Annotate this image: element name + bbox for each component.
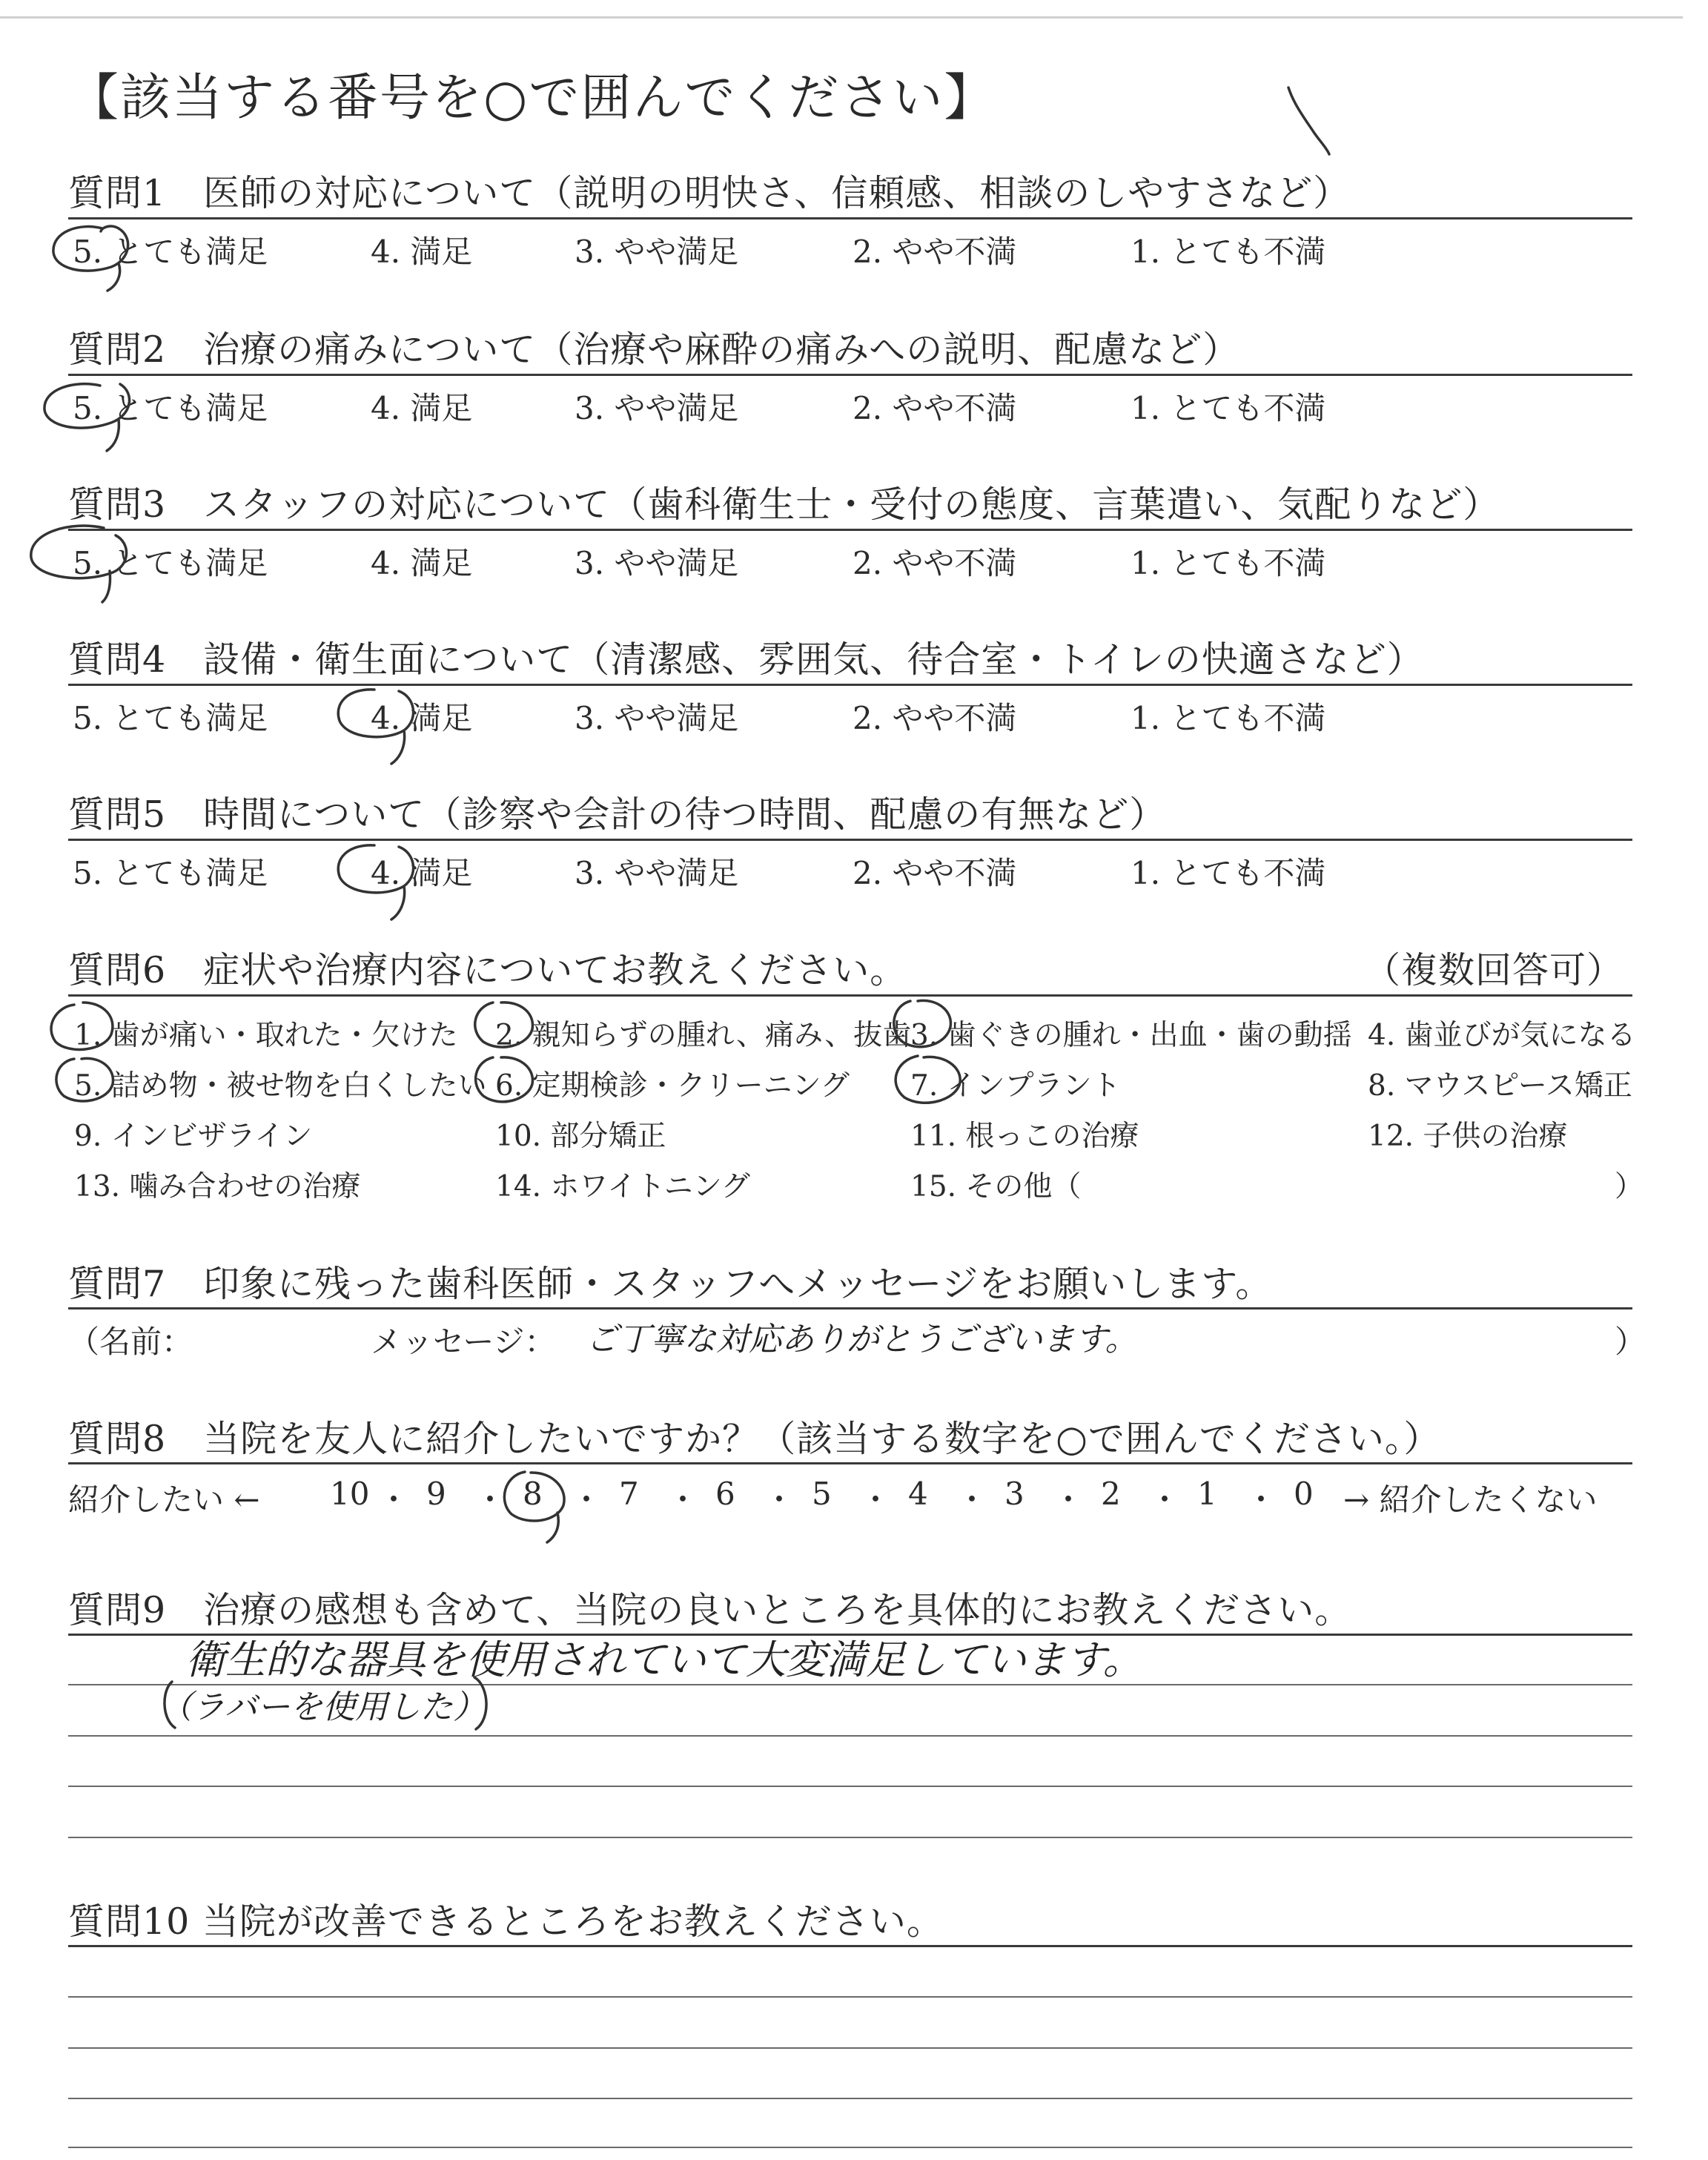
- q2-option-4[interactable]: 4. 満足: [371, 390, 473, 426]
- q8-scale-0[interactable]: 0: [1294, 1476, 1314, 1512]
- question-10-rule-3: [68, 2047, 1632, 2049]
- q1-option-2[interactable]: 2. やや不満: [853, 234, 1017, 270]
- q6-other-close: ）: [1615, 1170, 1644, 1203]
- top-edge-line: [0, 16, 1683, 19]
- page-title: 【該当する番号を○で囲んでください】: [68, 69, 996, 128]
- q3-option-5[interactable]: 5. とても満足: [73, 545, 268, 581]
- question-4-heading: 質問4 設備・衛生面について（清潔感、雰囲気、待合室・トイレの快適さなど）: [68, 638, 1424, 681]
- q5-option-3[interactable]: 3. やや満足: [575, 855, 739, 891]
- q1-option-4[interactable]: 4. 満足: [371, 234, 473, 270]
- question-3-rule: [68, 529, 1632, 531]
- q8-scale-8[interactable]: 8: [523, 1476, 543, 1512]
- question-8-heading: 質問8 当院を友人に紹介したいですか？（該当する数字を○で囲んでください。）: [68, 1418, 1441, 1460]
- q2-option-5[interactable]: 5. とても満足: [73, 390, 268, 426]
- question-7-rule: [68, 1307, 1632, 1309]
- q8-scale-separator: ・: [474, 1482, 506, 1518]
- q3-option-2[interactable]: 2. やや不満: [853, 545, 1017, 581]
- q7-name-label: （名前：: [68, 1324, 193, 1360]
- q6-item-9[interactable]: 9. インビザライン: [74, 1120, 313, 1153]
- q2-option-2[interactable]: 2. やや不満: [853, 390, 1017, 426]
- q8-scale-9[interactable]: 9: [426, 1476, 446, 1512]
- q6-item-11[interactable]: 11. 根っこの治療: [910, 1120, 1139, 1153]
- q3-option-1[interactable]: 1. とても不満: [1131, 545, 1326, 581]
- q6-item-10[interactable]: 10. 部分矯正: [495, 1120, 666, 1153]
- q8-scale-separator: ・: [667, 1482, 699, 1518]
- q8-scale-separator: ・: [1053, 1482, 1085, 1518]
- q2-option-3[interactable]: 3. やや満足: [575, 390, 739, 426]
- question-10-rule-1: [68, 1945, 1632, 1947]
- q1-option-3[interactable]: 3. やや満足: [575, 234, 739, 270]
- question-7-heading: 質問7 印象に残った歯科医師・スタッフへメッセージをお願いします。: [68, 1263, 1273, 1305]
- q5-option-5[interactable]: 5. とても満足: [73, 855, 268, 891]
- q8-scale-5[interactable]: 5: [812, 1476, 832, 1512]
- q8-scale-separator: ・: [956, 1482, 988, 1518]
- q6-item-8[interactable]: 8. マウスピース矯正: [1368, 1069, 1632, 1103]
- q4-option-4[interactable]: 4. 満足: [371, 700, 473, 736]
- question-10-rule-4: [68, 2098, 1632, 2099]
- question-2-rule: [68, 374, 1632, 376]
- question-10-heading: 質問10 当院が改善できるところをお教えください。: [68, 1900, 944, 1943]
- q8-scale-10[interactable]: 10: [330, 1476, 370, 1512]
- q2-option-1[interactable]: 1. とても不満: [1131, 390, 1326, 426]
- q6-item-4[interactable]: 4. 歯並びが気になる: [1368, 1019, 1636, 1052]
- q9-answer-line-1[interactable]: 衛生的な器具を使用されていて大変満足しています。: [185, 1636, 1143, 1683]
- q8-scale-separator: ・: [764, 1482, 795, 1518]
- q6-item-13[interactable]: 13. 噛み合わせの治療: [74, 1170, 361, 1203]
- question-9-rule-4: [68, 1786, 1632, 1787]
- question-9-rule-3: [68, 1735, 1632, 1737]
- q4-option-2[interactable]: 2. やや不満: [853, 700, 1017, 736]
- q8-scale-separator: ・: [1245, 1482, 1277, 1518]
- stray-pen-mark: [1288, 87, 1329, 154]
- q8-scale-3[interactable]: 3: [1004, 1476, 1025, 1512]
- q4-option-3[interactable]: 3. やや満足: [575, 700, 739, 736]
- question-3-heading: 質問3 スタッフの対応について（歯科衛生士・受付の態度、言葉遣い、気配りなど）: [68, 483, 1500, 526]
- q8-scale-separator: ・: [378, 1482, 410, 1518]
- question-6-note: （複数回答可）: [1364, 949, 1624, 991]
- q3-option-4[interactable]: 4. 満足: [371, 545, 473, 581]
- q7-message-handwritten[interactable]: ご丁寧な対応ありがとうございます。: [586, 1321, 1138, 1358]
- question-10-rule-5: [68, 2147, 1632, 2148]
- q1-option-1[interactable]: 1. とても不満: [1131, 234, 1326, 270]
- q4-option-1[interactable]: 1. とても不満: [1131, 700, 1326, 736]
- q8-right-label: → 紹介したくない: [1343, 1482, 1598, 1518]
- q5-option-1[interactable]: 1. とても不満: [1131, 855, 1326, 891]
- q5-option-4[interactable]: 4. 満足: [371, 855, 473, 891]
- q6-item-12[interactable]: 12. 子供の治療: [1368, 1120, 1568, 1153]
- question-4-rule: [68, 684, 1632, 686]
- q4-option-5[interactable]: 5. とても満足: [73, 700, 268, 736]
- q6-item-5[interactable]: 5. 詰め物・被せ物を白くしたい: [74, 1069, 487, 1103]
- q8-scale-separator: ・: [571, 1482, 603, 1518]
- q3-option-3[interactable]: 3. やや満足: [575, 545, 739, 581]
- q6-item-6[interactable]: 6. 定期検診・クリーニング: [495, 1069, 850, 1103]
- q8-left-label: 紹介したい ←: [68, 1482, 260, 1518]
- question-9-heading: 質問9 治療の感想も含めて、当院の良いところを具体的にお教えください。: [68, 1589, 1352, 1631]
- q7-close: ）: [1615, 1324, 1646, 1360]
- q8-scale-6[interactable]: 6: [715, 1476, 735, 1512]
- question-2-heading: 質問2 治療の痛みについて（治療や麻酔の痛みへの説明、配慮など）: [68, 328, 1240, 371]
- q6-item-3[interactable]: 3. 歯ぐきの腫れ・出血・歯の動揺: [910, 1019, 1352, 1052]
- q1-option-5[interactable]: 5. とても満足: [73, 234, 268, 270]
- q6-item-1[interactable]: 1. 歯が痛い・取れた・欠けた: [74, 1019, 458, 1052]
- q6-item-2[interactable]: 2. 親知らずの腫れ、痛み、抜歯: [495, 1019, 912, 1052]
- question-8-rule: [68, 1462, 1632, 1464]
- question-10-rule-2: [68, 1996, 1632, 1998]
- question-1-rule: [68, 217, 1632, 219]
- q8-scale-separator: ・: [1149, 1482, 1181, 1518]
- question-6-heading: 質問6 症状や治療内容についてお教えください。: [68, 949, 907, 991]
- q8-scale-1[interactable]: 1: [1197, 1476, 1217, 1512]
- q6-item-7[interactable]: 7. インプラント: [910, 1069, 1121, 1103]
- question-6-rule: [68, 994, 1632, 997]
- q6-item-15[interactable]: 15. その他（: [910, 1170, 1082, 1203]
- q9-answer-line-2[interactable]: （ラバーを使用した）: [159, 1688, 486, 1726]
- question-9-rule-5: [68, 1837, 1632, 1838]
- q8-scale-7[interactable]: 7: [619, 1476, 639, 1512]
- question-5-rule: [68, 839, 1632, 841]
- question-5-heading: 質問5 時間について（診察や会計の待つ時間、配慮の有無など）: [68, 793, 1167, 836]
- q8-scale-4[interactable]: 4: [908, 1476, 928, 1512]
- q5-option-2[interactable]: 2. やや不満: [853, 855, 1017, 891]
- q8-scale-separator: ・: [860, 1482, 892, 1518]
- q8-scale-2[interactable]: 2: [1101, 1476, 1121, 1512]
- question-1-heading: 質問1 医師の対応について（説明の明快さ、信頼感、相談のしやすさなど）: [68, 172, 1351, 214]
- q6-item-14[interactable]: 14. ホワイトニング: [495, 1170, 750, 1203]
- q7-message-label: メッセージ：: [371, 1324, 556, 1360]
